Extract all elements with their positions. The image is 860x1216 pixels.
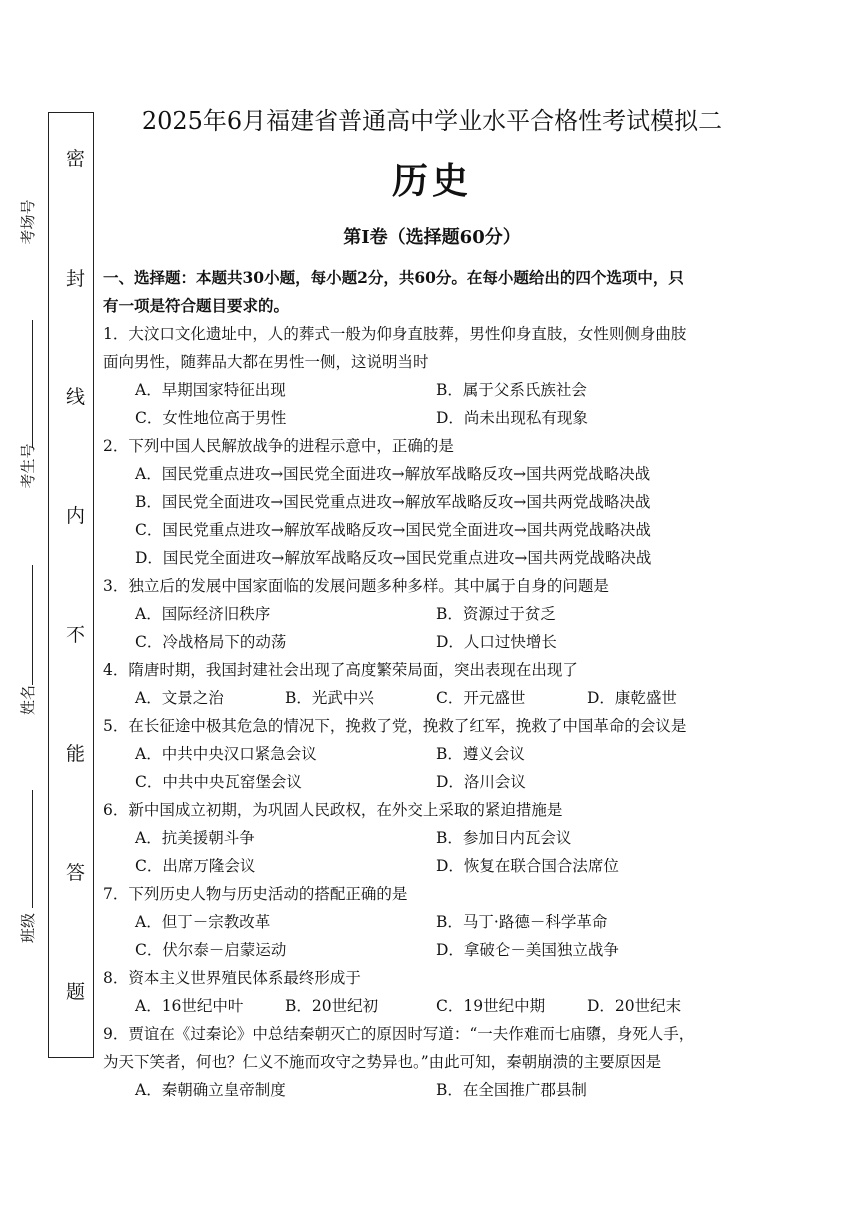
seal-line-box — [48, 112, 94, 1058]
option-row — [103, 460, 763, 488]
question-stem: 1．大汶口文化遗址中，人的葬式一般为仰身直肢葬，男性仰身直肢，女性则侧身曲肢 — [103, 325, 687, 343]
instructions-line: 有一项是符合题目要求的。 — [103, 296, 290, 315]
name-label: 姓名 — [19, 684, 37, 716]
question-list — [103, 264, 763, 1104]
option-a: A．16世纪中叶 — [135, 997, 244, 1015]
option-row — [103, 628, 763, 656]
option-d: D．20世纪末 — [587, 997, 682, 1015]
option-b: B．20世纪初 — [285, 997, 379, 1015]
seal-char: 答 — [66, 862, 86, 884]
question-stem: 2．下列中国人民解放战争的进程示意中，正确的是 — [103, 437, 454, 455]
question-stem: 5．在长征途中极其危急的情况下，挽救了党，挽救了红军，挽救了中国革命的会议是 — [103, 717, 687, 735]
question-stem: 3．独立后的发展中国家面临的发展问题多种多样。其中属于自身的问题是 — [103, 577, 609, 595]
option-a: A．早期国家特征出现 — [135, 381, 286, 399]
exam-title: 2025年6月福建省普通高中学业水平合格性考试模拟二 — [141, 107, 723, 135]
option-b: B．参加日内瓦会议 — [436, 829, 572, 847]
option-b: B．国民党全面进攻→国民党重点进攻→解放军战略反攻→国共两党战略决战 — [135, 493, 651, 511]
option-c: C．女性地位高于男性 — [135, 409, 287, 427]
seal-char: 线 — [66, 386, 86, 408]
option-c: C．国民党重点进攻→解放军战略反攻→国民党全面进攻→国共两党战略决战 — [135, 521, 651, 539]
option-row — [103, 404, 763, 432]
option-d: D．拿破仑－美国独立战争 — [436, 941, 619, 959]
candidate-number-line — [32, 565, 33, 685]
option-row — [103, 544, 763, 572]
option-c: C．冷战格局下的动荡 — [135, 633, 287, 651]
seal-char: 能 — [66, 743, 86, 765]
option-row — [103, 600, 763, 628]
subject-title: 历史 — [391, 160, 472, 202]
option-row — [103, 1076, 763, 1104]
seal-char: 封 — [66, 268, 86, 290]
question-stem: 为天下笑者，何也？仁义不施而攻守之势异也。”由此可知，秦朝崩溃的主要原因是 — [103, 1053, 662, 1071]
option-a: A．中共中央汉口紧急会议 — [135, 745, 317, 763]
option-d: D．洛川会议 — [436, 773, 526, 791]
option-row — [103, 908, 763, 936]
option-b: B．遵义会议 — [436, 745, 525, 763]
option-row — [103, 936, 763, 964]
section-title: 第Ⅰ卷（选择题60分） — [343, 227, 521, 248]
seal-char: 不 — [66, 624, 86, 646]
option-d: D．康乾盛世 — [587, 689, 677, 707]
exam-room-label: 考场号 — [19, 199, 37, 245]
option-d: D．恢复在联合国合法席位 — [436, 857, 619, 875]
class-label: 班级 — [19, 912, 37, 944]
option-row — [103, 684, 763, 712]
option-row — [103, 740, 763, 768]
option-row — [103, 516, 763, 544]
option-b: B．光武中兴 — [285, 689, 374, 707]
option-a: A．文景之治 — [135, 689, 224, 707]
option-a: A．但丁－宗教改革 — [135, 913, 271, 931]
option-d: D．国民党全面进攻→解放军战略反攻→国民党重点进攻→国共两党战略决战 — [135, 549, 652, 567]
question-stem: 6．新中国成立初期，为巩固人民政权，在外交上采取的紧迫措施是 — [103, 801, 563, 819]
option-c: C．开元盛世 — [436, 689, 526, 707]
option-b: B．马丁·路德－科学革命 — [436, 913, 608, 931]
option-row — [103, 992, 763, 1020]
option-c: C．中共中央瓦窑堡会议 — [135, 773, 302, 791]
option-a: A．抗美援朝斗争 — [135, 829, 255, 847]
option-a: A．国民党重点进攻→国民党全面进攻→解放军战略反攻→国共两党战略决战 — [135, 465, 651, 483]
question-stem: 8．资本主义世界殖民体系最终形成于 — [103, 969, 361, 987]
option-a: A．秦朝确立皇帝制度 — [135, 1081, 286, 1099]
option-row — [103, 824, 763, 852]
seal-char: 密 — [66, 148, 86, 170]
option-c: C．伏尔泰－启蒙运动 — [135, 941, 287, 959]
question-stem: 7．下列历史人物与历史活动的搭配正确的是 — [103, 885, 408, 903]
exam-room-line — [32, 320, 33, 448]
option-row — [103, 768, 763, 796]
candidate-number-label: 考生号 — [19, 443, 37, 489]
option-b: B．属于父系氏族社会 — [436, 381, 587, 399]
question-stem: 面向男性，随葬品大都在男性一侧，这说明当时 — [103, 353, 429, 371]
option-a: A．国际经济旧秩序 — [135, 605, 271, 623]
option-row — [103, 852, 763, 880]
question-stem: 4．隋唐时期，我国封建社会出现了高度繁荣局面，突出表现在出现了 — [103, 661, 578, 679]
question-stem: 9．贾谊在《过秦论》中总结秦朝灭亡的原因时写道：“一夫作难而七庙隳，身死人手， — [103, 1025, 695, 1043]
option-d: D．人口过快增长 — [436, 633, 557, 651]
seal-char: 内 — [66, 505, 86, 527]
option-c: C．19世纪中期 — [436, 997, 546, 1015]
option-row — [103, 376, 763, 404]
option-b: B．资源过于贫乏 — [436, 605, 556, 623]
name-line — [32, 790, 33, 908]
option-b: B．在全国推广郡县制 — [436, 1081, 587, 1099]
option-d: D．尚未出现私有现象 — [436, 409, 588, 427]
seal-char: 题 — [66, 981, 86, 1003]
option-row — [103, 488, 763, 516]
instructions-line: 一、选择题：本题共30小题，每小题2分，共60分。在每小题给出的四个选项中，只 — [103, 268, 684, 287]
option-c: C．出席万隆会议 — [135, 857, 256, 875]
